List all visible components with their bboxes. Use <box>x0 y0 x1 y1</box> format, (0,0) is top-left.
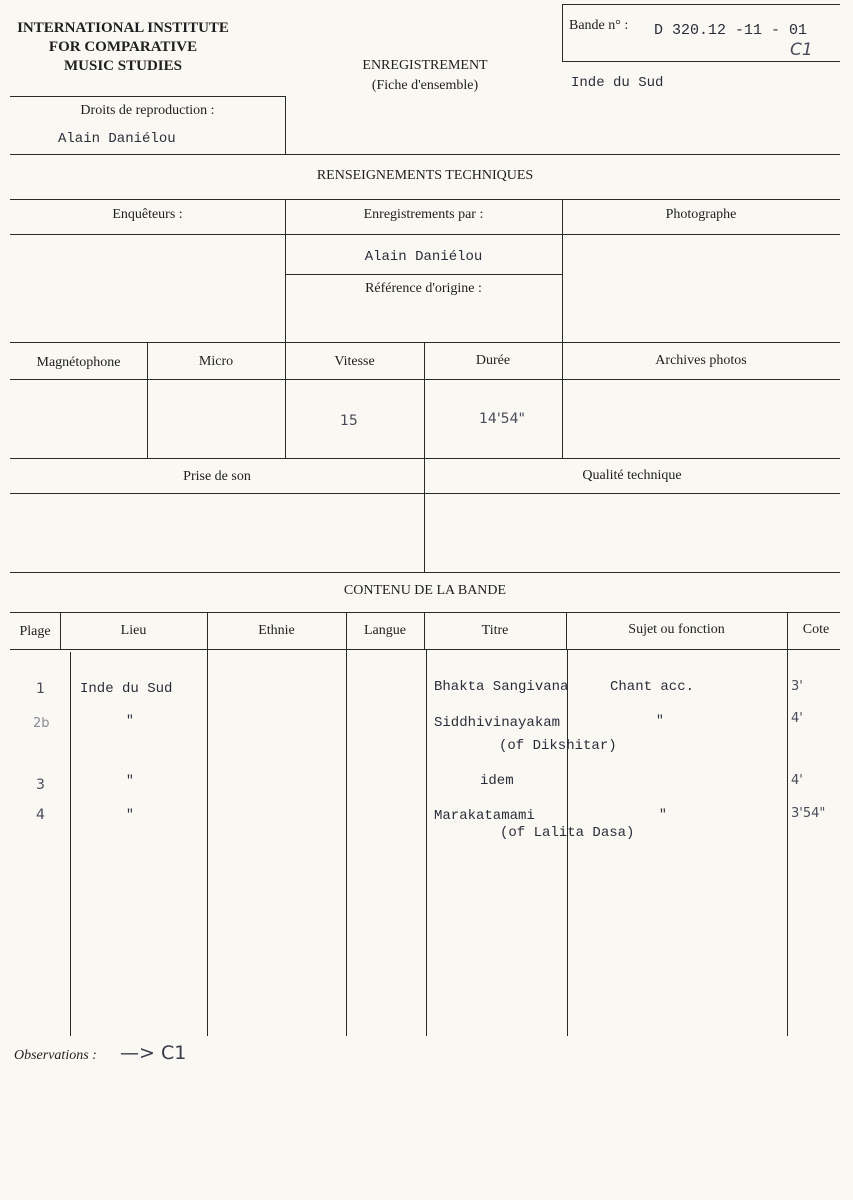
form-title: ENREGISTREMENT <box>362 58 488 73</box>
photographe-label: Photographe <box>665 207 737 222</box>
institute-line-2: FOR COMPARATIVE <box>48 39 198 55</box>
contenu-heading: CONTENU DE LA BANDE <box>343 583 507 598</box>
magnetophone-label: Magnétophone <box>36 355 121 370</box>
bande-label: Bande n° : <box>569 18 629 33</box>
institute-line-3: MUSIC STUDIES <box>64 58 182 74</box>
duree-value: 14'54" <box>479 411 525 427</box>
bande-number: D 320.12 -11 - 01 <box>654 22 808 39</box>
col-titre: Titre <box>481 623 509 638</box>
vitesse-value: 15 <box>340 413 358 429</box>
bande-handwritten: C1 <box>790 40 813 60</box>
row-plage: 1 <box>36 681 45 697</box>
row-sujet: Chant acc. <box>610 679 695 695</box>
observations-value: —> C1 <box>120 1042 187 1064</box>
enregistrements-label: Enregistrements par : <box>363 207 484 222</box>
observations-label: Observations : <box>14 1048 97 1063</box>
row-titre: Siddhivinayakam <box>434 715 561 731</box>
vitesse-label: Vitesse <box>334 354 375 369</box>
row-lieu: " <box>126 807 134 822</box>
row-lieu: " <box>126 773 134 788</box>
row-sujet: " <box>659 807 667 822</box>
col-plage: Plage <box>19 624 51 639</box>
institute-line-1: INTERNATIONAL INSTITUTE <box>17 20 229 36</box>
row-plage: 4 <box>36 807 45 823</box>
row-cote: 3'54" <box>791 806 826 821</box>
qualite-label: Qualité technique <box>582 468 682 483</box>
col-ethnie: Ethnie <box>258 623 295 638</box>
row-plage: 3 <box>36 777 45 793</box>
droits-label: Droits de reproduction : <box>80 103 215 118</box>
archives-label: Archives photos <box>655 353 747 368</box>
region: Inde du Sud <box>571 75 664 91</box>
micro-label: Micro <box>198 354 234 369</box>
col-langue: Langue <box>364 623 406 638</box>
row-cote: 4' <box>791 773 803 788</box>
row-plage: 2b <box>33 716 50 731</box>
row-titre: Marakatamami <box>434 808 535 824</box>
row-lieu: Inde du Sud <box>80 681 173 697</box>
reference-label: Référence d'origine : <box>365 281 482 296</box>
row-lieu: " <box>126 713 134 728</box>
row-titre: Bhakta Sangivana <box>434 679 569 695</box>
duree-label: Durée <box>475 353 511 368</box>
col-sujet: Sujet ou fonction <box>628 622 725 637</box>
row-titre: idem <box>480 773 514 789</box>
form-subtitle: (Fiche d'ensemble) <box>371 78 479 93</box>
institute-name <box>4 19 242 76</box>
tech-heading: RENSEIGNEMENTS TECHNIQUES <box>316 168 534 183</box>
col-cote: Cote <box>802 622 830 637</box>
droits-value: Alain Daniélou <box>58 131 176 147</box>
row-titre-2: (of Lalita Dasa) <box>500 825 635 841</box>
col-lieu: Lieu <box>120 623 147 638</box>
row-titre-2: (of Dikshitar) <box>499 738 617 754</box>
row-sujet: " <box>656 713 664 728</box>
enqueteurs-label: Enquêteurs : <box>112 207 183 222</box>
row-cote: 4' <box>791 711 803 726</box>
row-cote: 3' <box>791 679 803 694</box>
enregistrements-value: Alain Daniélou <box>364 249 483 265</box>
prise-label: Prise de son <box>183 469 251 484</box>
